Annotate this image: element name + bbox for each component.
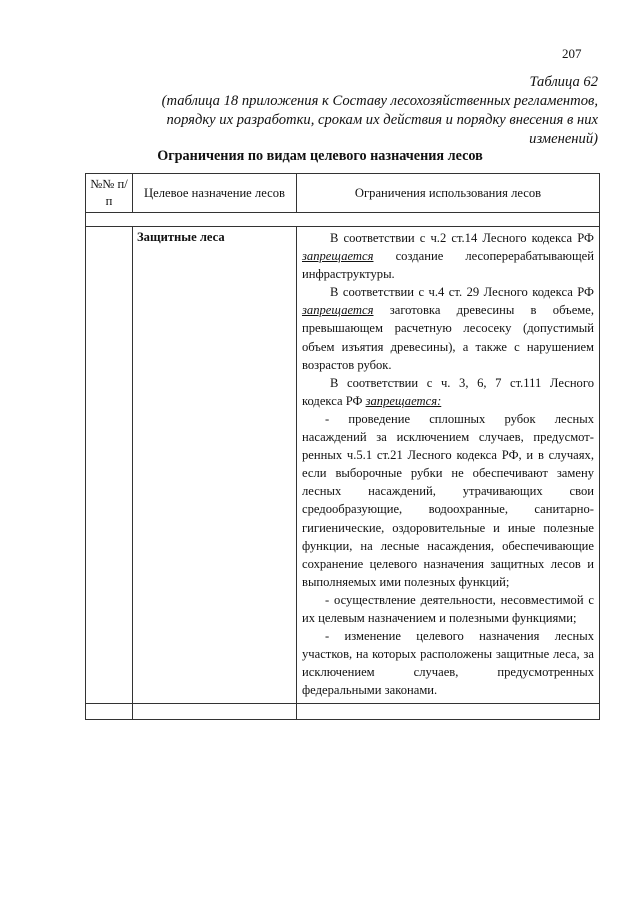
empty-cell [86, 704, 133, 720]
table-header-row [86, 174, 600, 213]
table-number: Таблица 62 [529, 74, 598, 90]
page-number: 207 [562, 46, 582, 61]
cell-restrictions [297, 227, 600, 704]
cell-purpose: Защитные леса [133, 227, 297, 704]
restrictions-table [85, 173, 600, 720]
cell-num [86, 227, 133, 704]
table-empty-row [86, 704, 600, 720]
empty-cell [133, 704, 297, 720]
restriction-paragraph: В соответствии с ч. 3, 6, 7 ст.111 Лесного кодекса РФ запрещается: [302, 375, 594, 408]
header-purpose: Целевое назначение лесов [133, 174, 297, 213]
prohibited-emphasis: запрещается [302, 303, 374, 318]
restriction-list-item: - осуществление деятельности, несовместимой с их целевым назначением и полезными функциями; [302, 592, 594, 625]
header-num: №№ п/п [86, 174, 133, 213]
spacer-cell [86, 213, 600, 227]
table-caption [128, 73, 598, 149]
restriction-list-item: - проведение сплошных рубок лесных насаждений за исключением случаев, предусмот-ренных ч.5.1 ст.21 Лесного кодекса РФ, и в случаях, если выборочные рубки не обеспечивают замену лесных насаждений, утрачивающих свои средообразующие, водоохранные, санитарно-гигиенические, оздоровительные и иные полезные функции, на лесные насаждения, обеспечивающие сохранение целевого назначения защитных лесов и выполняемых ими полезных функций; [302, 411, 594, 589]
table-row [86, 227, 600, 704]
prohibited-emphasis: запрещается [302, 249, 374, 264]
restriction-paragraph: В соответствии с ч.4 ст. 29 Лесного кодекса РФ запрещается заготовка древесины в объеме, превышающем расчетную лесосеку (допустимый объем изъятия древесины), а также с нарушением возрастов рубок. [302, 285, 594, 372]
table-spacer-row [86, 213, 600, 227]
document-title: Ограничения по видам целевого назначения лесов [157, 148, 483, 164]
header-restrictions: Ограничения использования лесов [297, 174, 600, 213]
restriction-paragraph: В соответствии с ч.2 ст.14 Лесного кодекса РФ запрещается создание лесоперерабатывающей инфраструктуры. [302, 231, 594, 282]
restriction-list-item: - изменение целевого назначения лесных участков, на которых расположены защитные леса, за исключением случаев, предусмотренных федеральными законами. [302, 629, 594, 698]
empty-cell [297, 704, 600, 720]
table-source-note: (таблица 18 приложения к Составу лесохозяйственных регламентов, порядку их разработки, срокам их действия и порядку внесения в них изменений) [161, 93, 598, 147]
prohibited-emphasis: запрещается: [365, 393, 442, 408]
